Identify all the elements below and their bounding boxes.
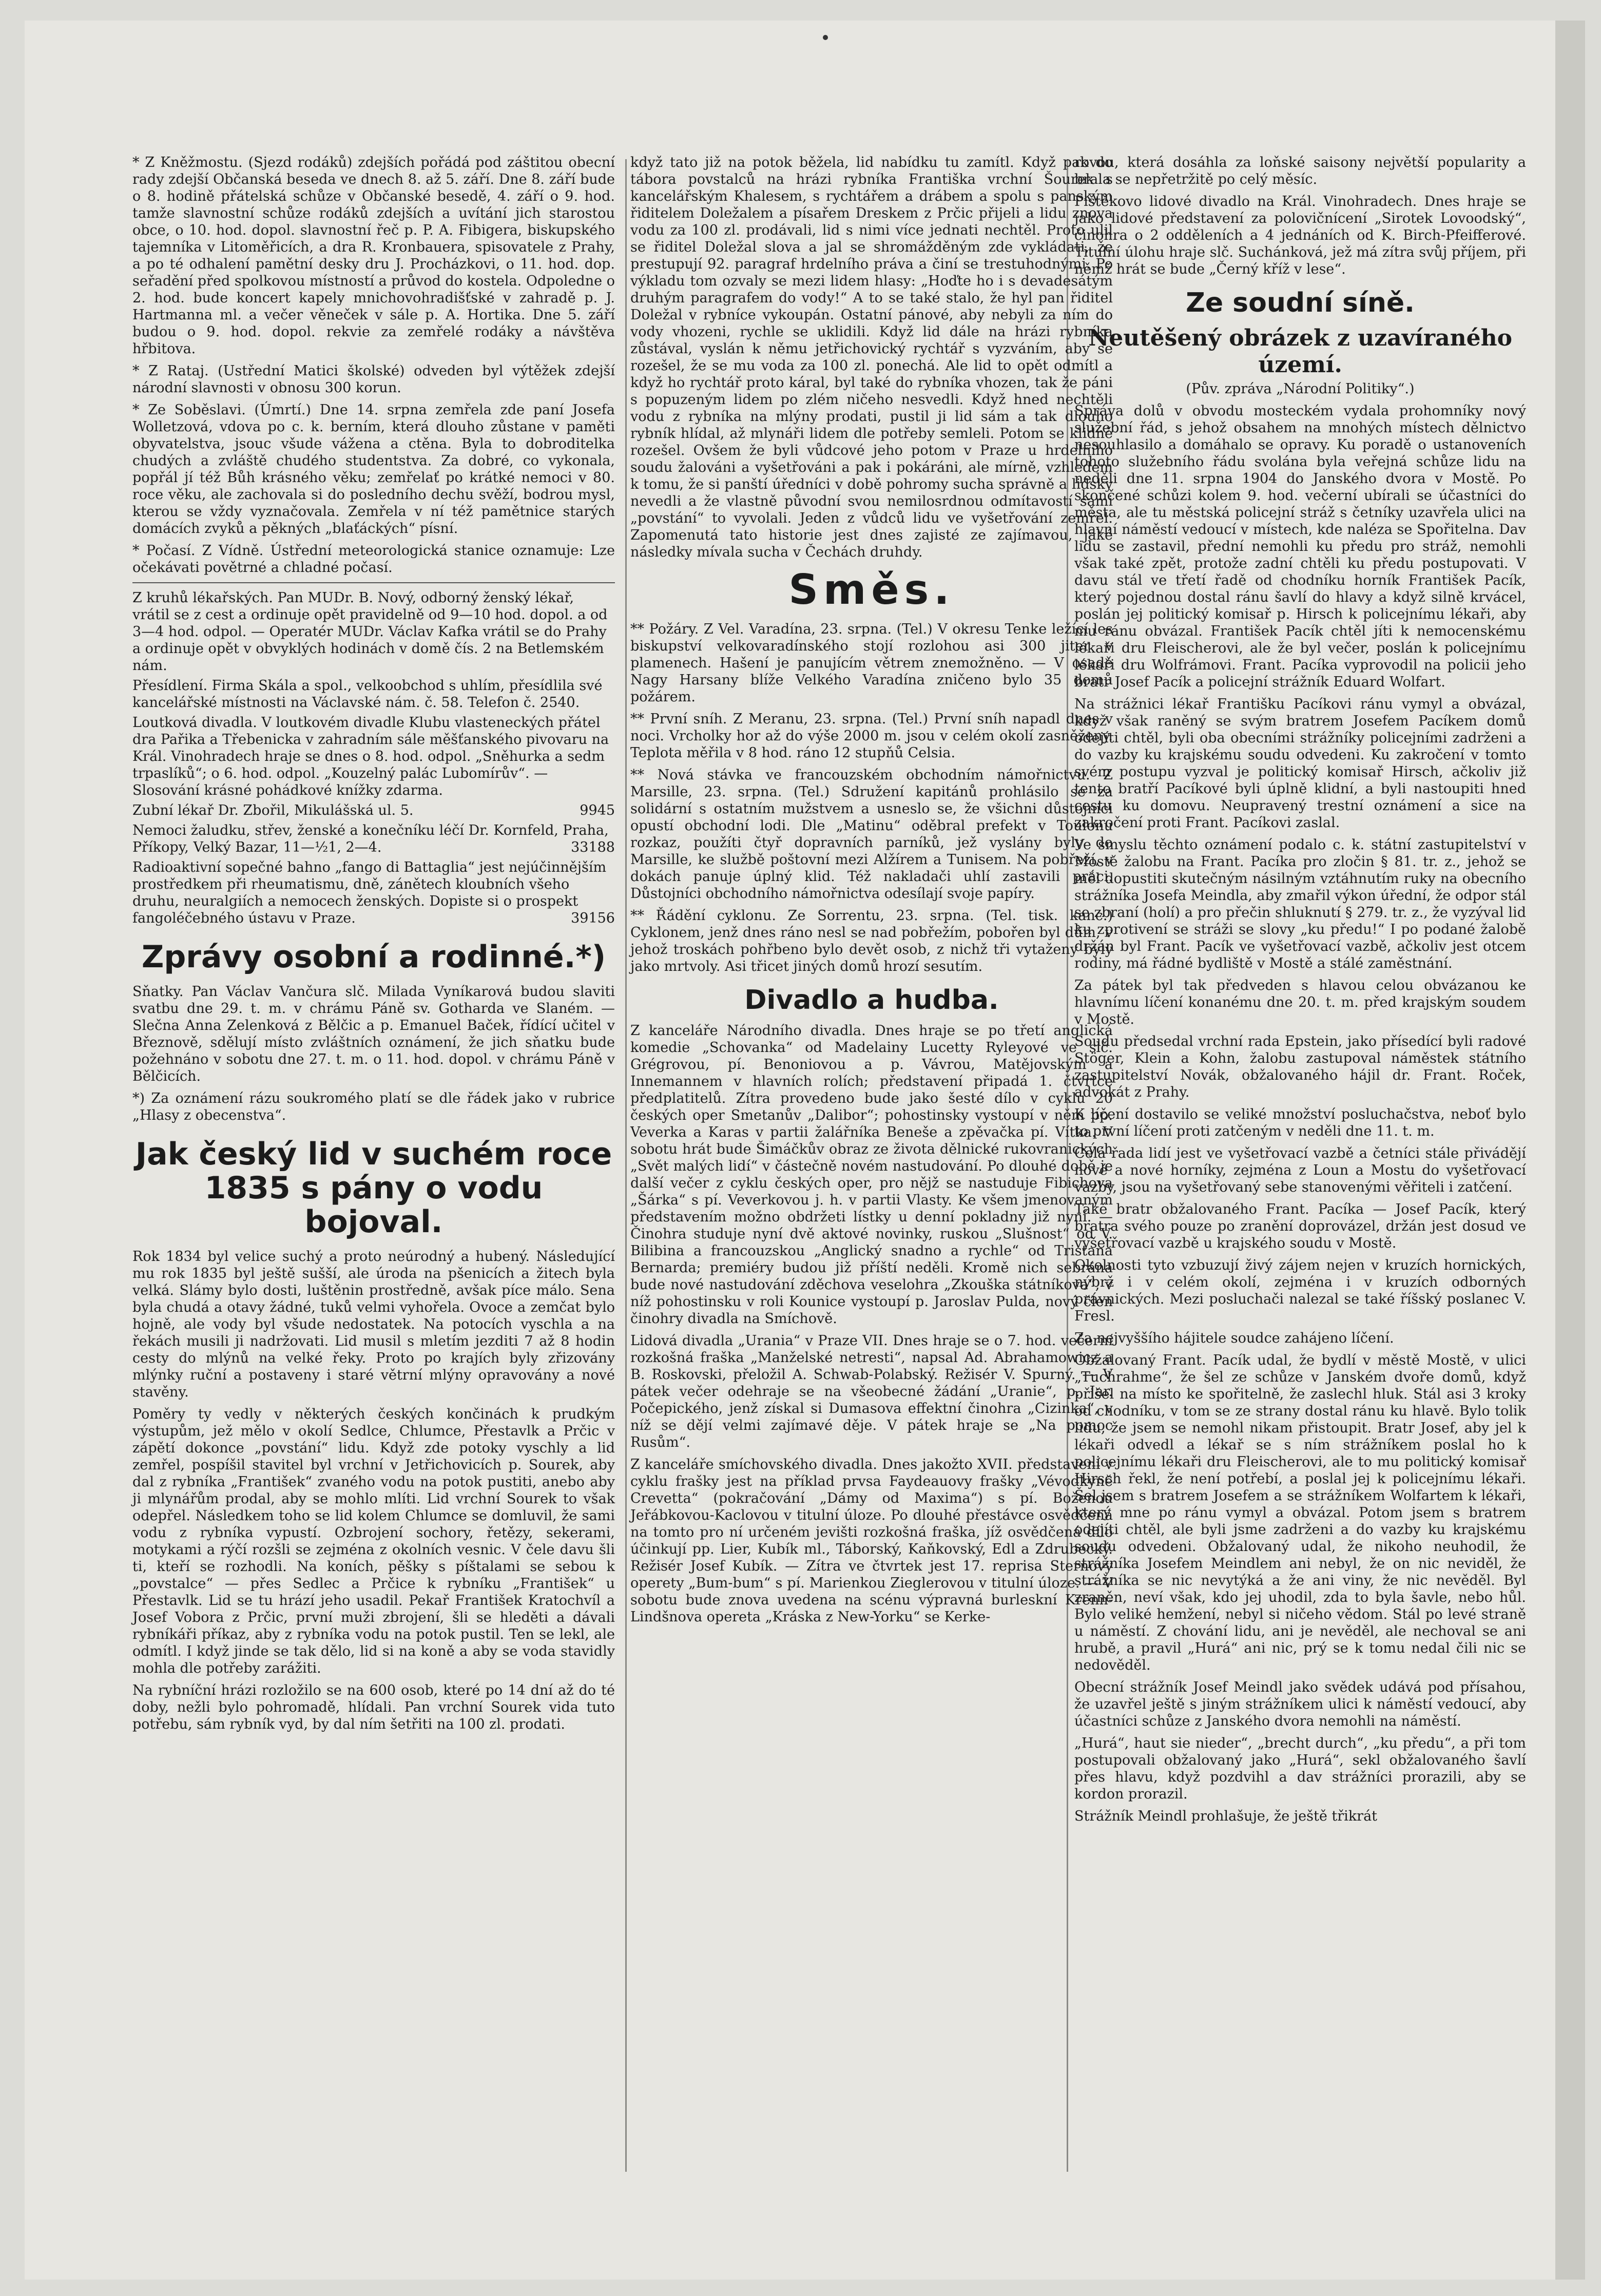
- ad-dentist-text: Zubní lékař Dr. Zbořil, Mikulášská ul. 5.: [132, 802, 414, 818]
- court-p3: Ve smyslu těchto oznámení podalo c. k. státní zastupitelství v Mostě žalobu na Frant. Pacíka pro zločin § 81. tr. z., jehož se měl dopustiti skutečným násilným vztáhnutím ruky na obecního strážníka Josefa Meindla, aby zmařil výkon úřední, že odpor stál se zbraní (holí) a pro přečin shluknutí § 279. tr. z., že vyzýval lid ku zprotivení se stráži se slovy „ku předu!“ I po podané žalobě držán byl Frant. Pacík ve vyšetřovací vazbě, ačkoliv jest otcem rodiny, má řádné bydliště v Mostě a stálé zaměstnání.: [1074, 837, 1526, 971]
- news-weather: * Počasí. Z Vídně. Ústřední meteorologická stanice oznamuje: Lze očekávati povětrné a chladné počasí.: [132, 543, 615, 576]
- court-article-source: (Pův. zpráva „Národní Politiky“.): [1186, 381, 1415, 397]
- court-p6: K líčení dostavilo se veliké množství posluchačstva, neboť bylo to první líčení proti zatčeným v neděli dne 11. t. m.: [1074, 1106, 1526, 1139]
- court-p8: Také bratr obžalovaného Frant. Pacíka — Josef Pacík, který bratra svého pouze po zranění doprovázel, držán jest dosud ve vyšetřovací vazbě u krajského soudu v Mostě.: [1074, 1201, 1526, 1251]
- page-mark: [823, 35, 828, 40]
- court-p2: Na strážnici lékař Františku Pacíkovi ránu vymyl a obvázal, když však raněný se svým bratrem Josefem Pacíkem domů odejíti chtěl, byli oba obecními strážníky policejními zadrženi a do vazby ku krajskému soudu odvedeni. Ku zakročení v tomto svém postupu vyzval je politický komisař Hirsch, ačkoliv již tento bratří Pacíkové byli úplně klidní, a byli nastoupiti hned cestu ku domovu. Neupravený trestní oznámení a sice na zakročení proti Frant. Pacíkovi zaslal.: [1074, 696, 1526, 831]
- news-fires: ** Požáry. Z Vel. Varadína, 23. srpna. (Tel.) V okresu Tenke ležící les biskupství velkovaradínského stojí rozlohou asi 300 jiter v plamenech. Hašení je panujícím větrem znemožněno. — V osadě Nagy Harsany blíže Velkého Varadína zničeno bylo 35 domů požárem.: [630, 621, 1113, 705]
- divider: [132, 582, 615, 583]
- theatre-pistek: Pištěkovo lidové divadlo na Král. Vinohradech. Dnes hraje se jako lidové představení za polovičnícení „Sirotek Lovoodský“, činohra o 2 odděleních a 4 jednáních od K. Birch-Pfeifferové. Titulní úlohu hraje slč. Suchánková, jež má zítra svůj příjem, při němž hrát se bude „Černý kříž v lese“.: [1074, 194, 1526, 277]
- ad-puppet-theatre: Loutková divadla. V loutkovém divadle Klubu vlasteneckých přátel dra Pařika a Třebenicka v zahradním sále měšťanského pivovaru na Král. Vinohradech hraje se dnes o 8. hod. odpol. „Sněhurka a sedm trpaslíků“; o 6. hod. odpol. „Kouzelný palác Lubomírův“. — Slosování krásné pohádkové knížky zdarma.: [132, 715, 609, 798]
- court-p12: Obecní strážník Josef Meindl jako svědek udává pod přísahou, že uzavřel ještě s jiným strážníkem ulici k náměstí vedoucí, aby účastníci schůze z Janského dvora nemohli na náměstí.: [1074, 1679, 1526, 1729]
- article-drought-title: Jak český lid v suchém roce 1835 s pány o vodu bojoval.: [135, 1136, 612, 1240]
- theatre-smichov: Z kanceláře smíchovského divadla. Dnes jakožto XVII. představení v cyklu frašky jest na příklad prvsa Faydeauovy frašky „Vévodkyně Crevetta“ (pokračování „Dámy od Maxima“) s pí. Boženou Jeřábkovou-Kaclovou v titulní úloze. Po dlouhé přestávce osvědčená na tomto pro ní určeném jevišti rozkošná fraška, jíž osvědčená dílo účinkují pp. Lier, Kubík ml., Táborský, Kaňkovský, Edl a Zdrubecký. Režisér Josef Kubík. — Zítra ve čtvrtek jest 17. reprisa Sternovy operety „Bum-bum“ s pí. Marienkou Zieglerovou v titulní úloze. — V sobotu bude znova uvedena na scénu výpravná burleskní Krenn-Lindšnova opereta „Kráska z New-Yorku“ se Kerke-: [630, 1457, 1113, 1625]
- news-cyclone: ** Řádění cyklonu. Ze Sorrentu, 23. srpna. (Tel. tisk. kanc.) Cyklonem, jenž dnes ráno nesl se nad pobřežím, pobořen byl dům, v jehož troskách pohřbeno bylo devět osob, z nichž tři vytaženy byly jako mrtvoly. Asi třicet jiných domů hrozí sesutím.: [630, 908, 1113, 974]
- section-miscellany-title: Směs.: [788, 566, 955, 614]
- personal-news-weddings: Sňatky. Pan Václav Vančura slč. Milada Vyníkarová budou slaviti svatbu dne 29. t. m. v chrámu Páně sv. Gotharda ve Slaném. — Slečna Anna Zelenková z Bělčic a p. Emanuel Baček, řídící učitel v Březnově, sdělují místo zvláštních oznámení, že jich sňatku bude požehnáno v sobotu dne 27. t. m. o 11. hod. dopol. v chrámu Páně v Bělčicích.: [132, 984, 615, 1084]
- theatre-smichov-continued: rovou, která dosáhla za loňské saisony největší popularity a brala se nepřetržitě po celý měsíc.: [1074, 155, 1526, 187]
- court-p1: Správa dolů v obvodu mosteckém vydala prohomníky nový služební řád, s jehož obsahem na mnohých místech dělnictvo nesouhlasilo a domáhalo se opravy. Ku poradě o ustanoveních tohoto služebního řádu svolána byla veřejná schůze lidu na neděli dne 11. srpna 1904 do Janského dvora v Mostě. Po skončené schůzi kolem 9. hod. večerní ubírali se účastníci do města, ale tu městská policejní stráž s četníky uzavřela ulici na hlavní náměstí vedoucí v místech, kde naléza se Spořitelna. Dav lidu se zastavil, přední nemohli ku předu pro stráž, nemohli však také zpět, protože zadní chtěli ku předu postupovati. V davu stál ve třetí řadě od chodníku horník František Pacík, který pojednou dostal ránu šavlí do hlavy a když silně krvácel, poslán jej politický komisař p. Hirsch k policejnímu lékaři, aby mu ránu obvázal. František Pacík chtěl jíti k nemocenskému lékaři dru Fleischerovi, ale že byl večer, poslán k policejnímu lékaři dru Wolfrámovi. Frant. Pacíka vyprovodil na policii jeho bratr Josef Pacík a policejní strážník Eduard Wolfart.: [1074, 403, 1526, 690]
- section-personal-news-title: Zprávy osobní a rodinné.*): [141, 939, 606, 975]
- news-first-snow: ** První sníh. Z Meranu, 23. srpna. (Tel.) První sníh napadl dnes v noci. Vrcholky hor až do výše 2000 m. jsou v celém okolí zasněženy. Teplota měřila v 8 hod. ráno 12 stupňů Celsia.: [630, 711, 1113, 761]
- newspaper-page: [25, 21, 1585, 2280]
- column-3: [1074, 154, 1526, 1830]
- court-p13: „Hurá“, haut sie nieder“, „brecht durch“, „ku předu“, a při tom postupovali obžalovaný jako „Hurá“, sekl obžalovaného šavlí přes hlavu, když pozdvihl a dav strážníci prorazili, aby se kordon prorazil.: [1074, 1735, 1526, 1802]
- ad-dentist-number: 9945: [580, 802, 615, 818]
- column-1: [132, 154, 615, 1738]
- article-drought-p2: Poměry ty vedly v některých českých končinách k prudkým výstupům, jež mělo v okolí Sedlce, Chlumce, Přestavlk a Prčic v zápětí dokonce „povstání“ lidu. Když zde potoky vyschly a lid zemřel, pospíšil stavitel byl vrchní v Jetřichovicích p. Sourek, aby dal z rybníka „František“ zvaného vodu na potok pustiti, anebo aby ji mlynářům prodal, aby se mohlo mlíti. Lid vrchní Sourek to však odepřel. Následkem toho se lid kolem Chlumce se domluvil, že sami vodu z rybníka vypustí. Ozbrojení sochory, řetězy, sekerami, motykami a rýčí rozšli se zejména z okolních vesnic. V čele davu šli ti, kteří se rozhodli. Na koních, pěšky s píštalami se sebou k „povstalce“ — přes Sedlec a Prčice k rybníku „František“ u Přestavlk. Lid se tu hrází jeho usadil. Pekař František Kratochvíl a Josef Vobora z Prčic, první muži zbrojení, šli se hleděti a dávali rybníkáři příkaz, aby z rybníka vodu na potok pustil. Ten se lekl, ale odmítl. I když jinde se tak dělo, lid si na koně a aby se voda stavidly mohla dle potřeby zarážiti.: [132, 1406, 615, 1676]
- ad-stomach-number: 33188: [571, 839, 615, 855]
- news-soboslav: * Ze Soběslavi. (Úmrtí.) Dne 14. srpna zemřela zde paní Josefa Wolletzová, vdova po c. k. berním, která dlouho zůstane v paměti obyvatelstva, jsouc všude vážena a ctěna. Byla to dobroditelka chudých a zvláště chudého studentstva. Za dobré, co vykonala, popřál jí též Bůh krásného věku; zemřelať po krátké nemoci v 80. roce věku, ale zachovala si do posledního dechu svěží, bodrou mysl, kterou se vždy vyznačovala. Zemřela v ní též pamětnice starých domácích zvyků a pěkných „blaťáckých“ písní.: [132, 402, 615, 537]
- article-drought-continued: když tato již na potok běžela, lid nabídku tu zamítl. Když pak do tábora povstalců na hrázi rybníka Františka vrchní Šourek s kancelářským Khalesem, s rychtářem a drábem a spolu s panským řiditelem Doležalem a písařem Dreskem z Prčic přijeli a lidu znova vodu za 100 zl. prodávali, lid s nimi více jednati nechtěl. Proto ulil se řiditel Doležal slova a jal se shromážděným zde vykládati, že prestupují 92. paragraf hrdelního práva a činí se trestuhodnými. Po výkladu tom ozvaly se mezi lidem hlasy: „Hoďte ho i s devadesátým druhým paragrafem do vody!“ A to se také stalo, že hyl pan řiditel Doležal v rybníce vykoupán. Ostatní pánové, aby nebyli za ním do vody vhozeni, rychle se uklidili. Když lid dále na hrázi rybníka zůstával, vyslán k němu jetřichovický rychtář s vyzváním, aby se rozešel, že se mu voda za 100 zl. ponechá. Ale lid to opět odmítl a když ho rychtář proto káral, byl také do rybníka vhozen, tak že páni s popuzeným lidem po zlém ničeho nesvedli. Když hned nechtěli vodu z rybníka na mlýny prodati, pustil ji lid sám a tak dlouho rybník hlídal, až mlynáři lidem dle potřeby semleli. Potom se klidně rozešel. Ovšem že byli vůdcové jeho potom v Praze u hrdelního soudu žalováni a vyšetřováni a pak i pokáráni, ale mírně, vzhledem k tomu, že si panští úředníci v době pohromy sucha správně a lidsky nevedli a že vlastně původní svou nemilosrdnou odmítavostí sami „povstání“ to vyvolali. Jeden z vůdců lidu ve vyšetřování zemřel. Zapomenutá tato historie jest dnes zajisté ze zajímavou, jaké následky mívala sucha v Čechách druhdy.: [630, 155, 1113, 560]
- news-strike: ** Nová stávka ve francouzském obchodním námořnictvu. Z Marsille, 23. srpna. (Tel.) Sdružení kapitánů prohlásilo se za solidární s ostatním mužstvem a usneslo se, že všichni důstojníci opustí obchodní lodi. Dle „Matinu“ oděbral prefekt v Toulonu rozkaz, použíti čtyř dopravních parníků, jež vyslány byly do Marsille, ke službě poštovní mezi Alžírem a Tunisem. Na pobřeží, v dokách panuje úplný klid. Též nakladači uhlí zastavili práci. Důstojníci obchodního námořnictva odesílají svoje papíry.: [630, 767, 1113, 902]
- court-p10: Za nejvyššího hájitele soudce zahájeno líčení.: [1074, 1330, 1394, 1346]
- theatre-urania: Lidová divadla „Urania“ v Praze VII. Dnes hraje se o 7. hod. večerní rozkošná fraška „Manželské netresti“, napsal Ad. Abrahamowicz a B. Roskovski, přeložil A. Schwab-Polabský. Režisér V. Spurný. — V pátek večer odehraje se na všeobecné žádání „Uranie“, p. Jar. Počepického, jenž získal si Dumasova effektní činohra „Cizinka“, v níž se dějí velmi zajímavé děje. V pátek hraje se „Na pomoc Rusům“.: [630, 1333, 1113, 1450]
- news-rataj: * Z Rataj. (Ustřední Matici školské) odveden byl výtěžek zdejší národní slavnosti v obnosu 300 korun.: [132, 363, 615, 396]
- column-2: [630, 154, 1113, 1631]
- court-p11: Obžalovaný Frant. Pacík udal, že bydlí v městě Mostě, v ulici „Tuchrahme“, že šel ze schůze v Janském dvoře domů, když přišel na místo ke spořitelně, že zaslechl hluk. Stál asi 3 kroky od chodníku, v tom se ze strany dostal ránu ku hlavě. Bylo tolik lidu, že jsem se nemohl nikam přistoupit. Bratr Josef, aby jel k lékaři odvedl a lékař se s ním strážníkem poslal ho k policejnímu lékaři dru Fleischerovi, ale to mu politický komisař Hirsch řekl, že není potřebí, a poslal jej k policejnímu lékaři. Šel jsem s bratrem Josefem a se strážníkem Wolfartem k lékaři, který mne po ránu vymyl a obvázal. Potom jsem s bratrem odejíti chtěl, ale byli jsme zadrženi a do vazby ku krajskému soudu odvedeni. Obžalovaný udal, že nikoho neuhodil, že strážníka Josefem Meindlem ani nebyl, že on nic neviděl, že strážníka se nic nevytýká a že ani viny, že nic nevěděl. Byl zraněn, neví však, kdo jej uhodil, zda to byla šavle, nebo hůl. Bylo veliké hemžení, nebyl si ničeho vědom. Stál po levé straně u náměstí. Z chování lidu, ani je nevěděl, ale nechoval se ani hrubě, a pravil „Hurá“ ani nic, prý se k tomu nedal čili nic se nedověděl.: [1074, 1352, 1526, 1673]
- page-edge-shadow: [1555, 21, 1585, 2280]
- ad-doctors: Z kruhů lékařských. Pan MUDr. B. Nový, odborný ženský lékař, vrátil se z cest a ordinuje opět pravidelně od 9—10 hod. dopol. a od 3—4 hod. odpol. — Operatér MUDr. Václav Kafka vrátil se do Prahy a ordinuje opět v obvyklých hodinách v domě čís. 2 na Betlemském nám.: [132, 590, 608, 674]
- court-p9: Okolnosti tyto vzbuzují živý zájem nejen v kruzích hornických, nýbrž i v celém okolí, zejména i v kruzích odborných právnických. Mezi posluchači nalezal se také říšský poslanec V. Fresl.: [1074, 1257, 1526, 1324]
- ad-relocation: Přesídlení. Firma Skála a spol., velkoobchod s uhlím, přesídlila své kancelářské místnosti na Václavské nám. č. 58. Telefon č. 2540.: [132, 678, 603, 711]
- court-p5: Soudu předsedal vrchní rada Epstein, jako přísedící byli radové Stöger, Klein a Kohn, žalobu zastupoval náměstek státního zastupitelství Novák, obžalovaného hájil dr. Frant. Roček, advokát z Prahy.: [1074, 1034, 1526, 1100]
- article-drought-p3: Na rybníční hrázi rozložilo se na 600 osob, které po 14 dní až do té doby, nežli bylo pohromadě, hlídali. Pan vrchní Sourek vida tuto potřebu, sám rybník vyd, by dal ním šetřiti na 100 zl. prodati.: [132, 1682, 615, 1732]
- article-drought-p1: Rok 1834 byl velice suchý a proto neúrodný a hubený. Následující mu rok 1835 byl ještě sušší, ale úroda na pšenicích a žitech byla velká. Slámy bylo dosti, luštěnin prostředně, avšak píce málo. Sena byla chudá a otavy žádné, tuků velmi vyhořela. Ovoce a zemčat bylo hojně, ale vody byl všude nedostatek. Na potocích vyschla a na řekách musili ji nadržovati. Lid musil s mletím jezditi 7 až 8 hodin cesty do mlýnů na velké řeky. Proto po krajích byly zřizovány mlýnky ruční a postaveny i staré větrní mlýny opravovány a nové stavěny.: [132, 1249, 615, 1400]
- court-p4: Za pátek byl tak předveden s hlavou celou obvázanou ke hlavnímu líčení konanému dne 20. t. m. před krajským soudem v Mostě.: [1074, 978, 1526, 1027]
- personal-news-note: *) Za oznámení rázu soukromého platí se dle řádek jako v rubrice „Hlasy z obecenstva“.: [132, 1090, 615, 1123]
- section-court-title: Ze soudní síně.: [1186, 288, 1415, 318]
- court-p7: Celá řada lidí jest ve vyšetřovací vazbě a četníci stále přivádějí nové a nové horníky, zejména z Loun a Mostu do vyšetřovací vazby, jsou na vyšetřovaný sebe stanovenými věřiteli i zatčení.: [1074, 1145, 1526, 1195]
- news-knezmost: * Z Kněžmostu. (Sjezd rodáků) zdejších pořádá pod záštitou obecní rady zdejší Občanská beseda ve dnech 8. až 5. září. Dne 8. září bude o 8. hodině přátelská schůze v Občanské besedě, 4. září o 9. hod. tamže slavnostní schůze rodáků zdejších a uvítání jich starostou obce, o 10. hod. dopol. slavnostní řeč p. P. A. Fibigera, biskupského tajemníka v Litoměřicích, a dra R. Kronbauera, spisovatele z Prahy, a po té odhalení pamětní desky dru J. Procházkovi, o 11. hod. dop. seřadění před spolkovou místností a průvod do kostela. Odpoledne o 2. hod. bude koncert kapely mnichovohradišťské v zahradě p. J. Hartmanna ml. a večer věneček v sále p. A. Hortika. Dne 5. září budou o 9. hod. dopol. rekvie za zemřelé rodáky a návštěva hřbitova.: [132, 155, 615, 357]
- ad-fango-text: Radioaktivní sopečné bahno „fango di Battaglia“ jest nejúčinnějším prostředkem při rheumatismu, dně, zánětech kloubních všeho druhu, neuralgiích a nemocech ženských. Dopiste si o prospekt fangoléčebného ústavu v Praze.: [132, 859, 607, 926]
- ad-stomach: [132, 822, 615, 856]
- column-rule: [625, 159, 627, 2172]
- court-article-title: Neutěšený obrázek z uzavíraného území.: [1088, 325, 1512, 378]
- court-p14: Strážník Meindl prohlašuje, že ještě třikrát: [1074, 1808, 1378, 1824]
- theatre-national: Z kanceláře Národního divadla. Dnes hraje se po třetí anglická komedie „Schovanka“ od Madelainy Lucetty Ryleyové ve slč. Grégrovou, pí. Benoniovou a p. Vávrou, Matějovským a Innemannem v hlavních rolích; představení připadá 1. čtvrtce předplatitelů. Zítra provedeno bude jako šesté dílo v cyklu 20 českých oper Smetanův „Dalibor“; pohostinsky vystoupí v něm pp. Veverka a Karas v partii žalářníka Beneše a zpěvačka pí. Vítka. V sobotu hrát bude Šimáčkův obraz ze života dělnické rukovranických „Svět malých lidí“ v částečně novém nastudování. Po dlouhé době je další večer z cyklu českých oper, pro nějž se nastuduje Fibichova „Šárka“ s pí. Veverkovou j. h. v partii Vlasty. Ke všem jmenovaným představením možno obdržeti lístky u denní pokladny již nyní. — Činohra studuje nyní dvě aktové novinky, ruskou „Slušnost“ od V. Bilibina a francouzskou „Anglický snadno a rychle“ od Tristana Bernarda; premiéry budou již příští neděli. Kromě nich sebrána bude nové nastudování zděchova veselohra „Zkouška státníkova“, v níž pohostinsku v roli Kounice vystoupí p. Jaroslav Pulda, nový člen činohry divadla na Smíchově.: [630, 1023, 1113, 1327]
- ad-dentist: [132, 802, 615, 819]
- ad-stomach-text: Nemoci žaludku, střev, ženské a konečníku léčí Dr. Kornfeld, Praha, Příkopy, Velký Bazar, 11—½1, 2—4.: [132, 822, 609, 855]
- ad-fango: [132, 859, 615, 927]
- ad-fango-number: 39156: [571, 910, 615, 926]
- section-theatre-title: Divadlo a hudba.: [744, 985, 999, 1016]
